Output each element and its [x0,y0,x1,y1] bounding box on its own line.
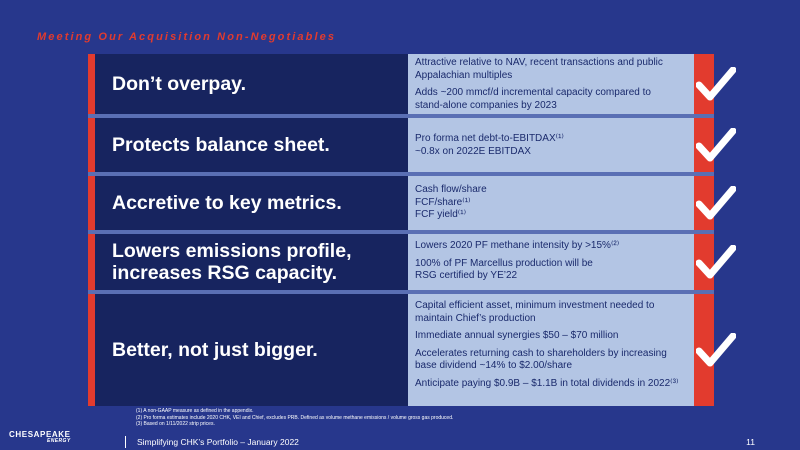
row-details [408,234,694,290]
detail-point: Immediate annual synergies $50 – $70 million [415,330,619,341]
detail-point: Lowers 2020 PF methane intensity by >15%⁽²⁾ [415,240,620,251]
row-details [408,294,694,406]
detail-point: Capital efficient asset, minimum investment needed to maintain Chief’s production [415,300,655,324]
slide-subtitle: Meeting Our Acquisition Non-Negotiables [37,31,337,43]
row-heading: Better, not just bigger. [95,294,408,406]
criteria-row [88,294,714,406]
criteria-row [88,54,714,114]
logo-name: CHESAPEAKE [9,430,71,439]
logo-sub: ENERGY [47,438,71,444]
page-number: 11 [746,437,755,447]
detail-point: Accelerates returning cash to shareholders by increasing base dividend ~14% to $2.00/share [415,347,667,371]
criteria-row [88,118,714,172]
company-logo [9,430,71,444]
detail-point: Attractive relative to NAV, recent transactions and public Appalachian multiples [415,57,663,81]
footnote: (2) Pro forma estimates include 2020 CHK, VEI and Chief, excludes PRB. Defined as volume methane emissions / volume gross gas produced. [136,414,454,421]
footer-text: Simplifying CHK’s Portfolio – January 2022 [137,437,299,447]
checkmark-icon [696,333,736,367]
row-heading: Lowers emissions profile, increases RSG capacity. [95,234,408,290]
row-accent-stripe [88,176,95,230]
detail-point: 100% of PF Marcellus production will be RSG certified by YE’22 [415,257,593,281]
row-details [408,176,694,230]
row-accent-stripe [88,234,95,290]
row-details [408,118,694,172]
row-heading: Don’t overpay. [95,54,408,114]
footnotes [136,408,453,428]
criteria-row [88,234,714,290]
detail-point: Pro forma net debt-to-EBITDAX⁽¹⁾ ~0.8x on 2022E EBITDAX [415,133,564,157]
checkmark-icon [696,128,736,162]
row-accent-stripe [88,118,95,172]
row-accent-stripe [88,54,95,114]
row-accent-stripe [88,294,95,406]
criteria-row [88,176,714,230]
footer-separator [125,436,126,448]
footnote: (1) A non-GAAP measure as defined in the appendix. [136,408,254,414]
row-heading: Accretive to key metrics. [95,176,408,230]
row-heading: Protects balance sheet. [95,118,408,172]
checkmark-icon [696,186,736,220]
detail-point: Anticipate paying $0.9B – $1.1B in total dividends in 2022⁽³⁾ [415,377,679,389]
row-details [408,54,694,114]
footnote: (3) Based on 1/11/2022 strip prices. [136,421,215,427]
checkmark-icon [696,67,736,101]
detail-point: Cash flow/share FCF/share⁽¹⁾ FCF yield⁽¹⁾ [415,184,487,220]
checkmark-icon [696,245,736,279]
criteria-table [88,54,714,406]
detail-point: Adds ~200 mmcf/d incremental capacity compared to stand-alone companies by 2023 [415,87,651,111]
